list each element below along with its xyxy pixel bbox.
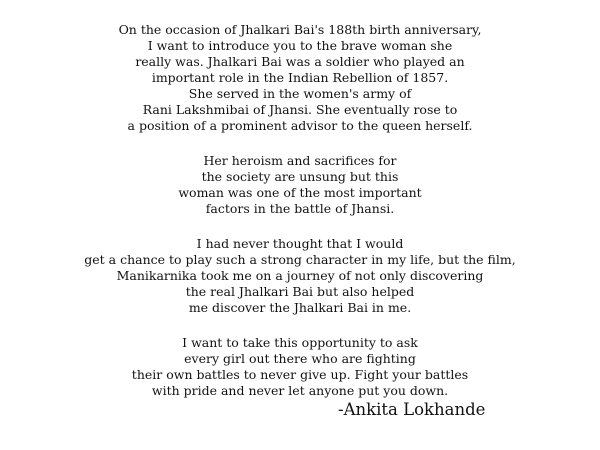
text-line: She served in the women's army of	[188, 86, 412, 101]
text-line: their own battles to never give up. Fight your battles	[131, 367, 469, 382]
paragraph	[0, 22, 600, 134]
letter-body	[0, 22, 600, 418]
text-line: woman was one of the most important	[178, 185, 422, 200]
text-line: Rani Lakshmibai of Jhansi. She eventually rose to	[142, 102, 458, 117]
text-line: get a chance to play such a strong character in my life, but the film,	[84, 252, 516, 267]
signature: -Ankita Lokhande	[338, 400, 486, 419]
text-line: a position of a prominent advisor to the queen herself.	[127, 118, 473, 133]
text-line: important role in the Indian Rebellion of 1857.	[151, 70, 449, 85]
text-line: Manikarnika took me on a journey of not only discovering	[116, 268, 484, 283]
text-line: every girl out there who are fighting	[184, 351, 416, 366]
text-line: the real Jhalkari Bai but also helped	[185, 284, 415, 299]
text-line: On the occasion of Jhalkari Bai's 188th birth anniversary,	[118, 22, 482, 37]
text-line: I had never thought that I would	[196, 236, 404, 251]
paragraph	[0, 236, 600, 316]
text-line: factors in the battle of Jhansi.	[205, 201, 395, 216]
text-line: I want to introduce you to the brave woman she	[147, 38, 453, 53]
paragraph	[0, 153, 600, 217]
paragraph	[0, 335, 600, 399]
text-line: with pride and never let anyone put you down.	[151, 383, 449, 398]
text-line: the society are unsung but this	[201, 169, 399, 184]
text-line: Her heroism and sacrifices for	[203, 153, 397, 168]
text-line: really was. Jhalkari Bai was a soldier who played an	[135, 54, 465, 69]
text-line: I want to take this opportunity to ask	[182, 335, 418, 350]
text-line: me discover the Jhalkari Bai in me.	[188, 300, 412, 315]
